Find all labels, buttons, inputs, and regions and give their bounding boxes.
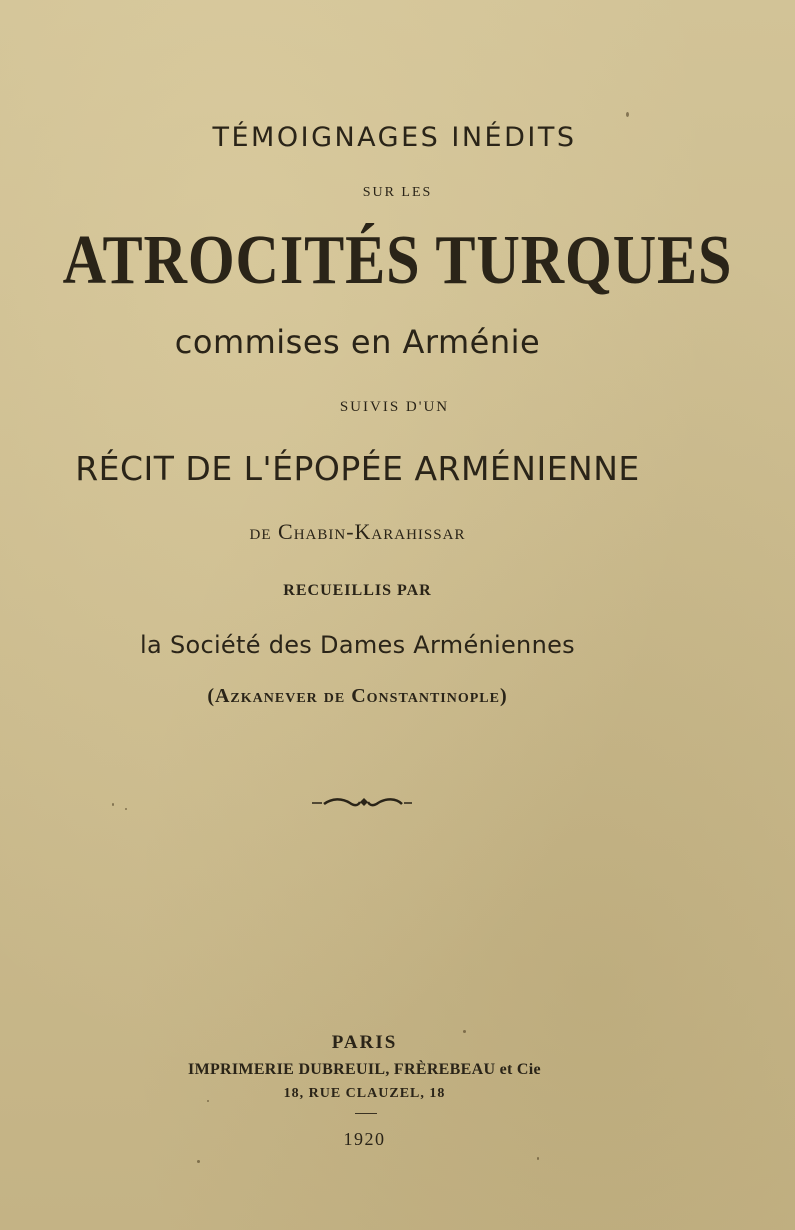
- heading-temoignages: TÉMOIGNAGES INÉDITS: [212, 122, 577, 153]
- heading-azkanever: (Azkanever de Constantinople): [207, 685, 508, 707]
- divider: [355, 1113, 377, 1114]
- subtitle-commises: commises en Arménie: [174, 323, 541, 361]
- heading-societe: la Société des Dames Arméniennes: [140, 631, 575, 659]
- paper-speck: [112, 803, 114, 806]
- imprint-printer: IMPRIMERIE DUBREUIL, FRÈREBEAU et Cie: [188, 1061, 541, 1078]
- paper-speck: [197, 1160, 200, 1163]
- imprint-year: 1920: [343, 1129, 386, 1149]
- imprint-city: PARIS: [331, 1032, 398, 1053]
- main-title: ATROCITÉS TURQUES: [62, 222, 733, 299]
- paper-speck: [207, 1100, 209, 1102]
- imprint-address: 18, RUE CLAUZEL, 18: [283, 1086, 446, 1101]
- heading-chabin: de Chabin-Karahissar: [249, 519, 466, 544]
- heading-suivis: SUIVIS D'UN: [339, 399, 450, 415]
- ornament-icon: [310, 794, 414, 810]
- paper-speck: [626, 112, 629, 117]
- heading-recueillis: RECUEILLIS PAR: [283, 582, 432, 599]
- paper-speck: [463, 1030, 466, 1033]
- paper-speck: [537, 1157, 539, 1160]
- heading-recit: RÉCIT DE L'ÉPOPÉE ARMÉNIENNE: [75, 449, 640, 488]
- heading-sur-les: SUR LES: [362, 185, 433, 200]
- paper-speck: [125, 808, 127, 810]
